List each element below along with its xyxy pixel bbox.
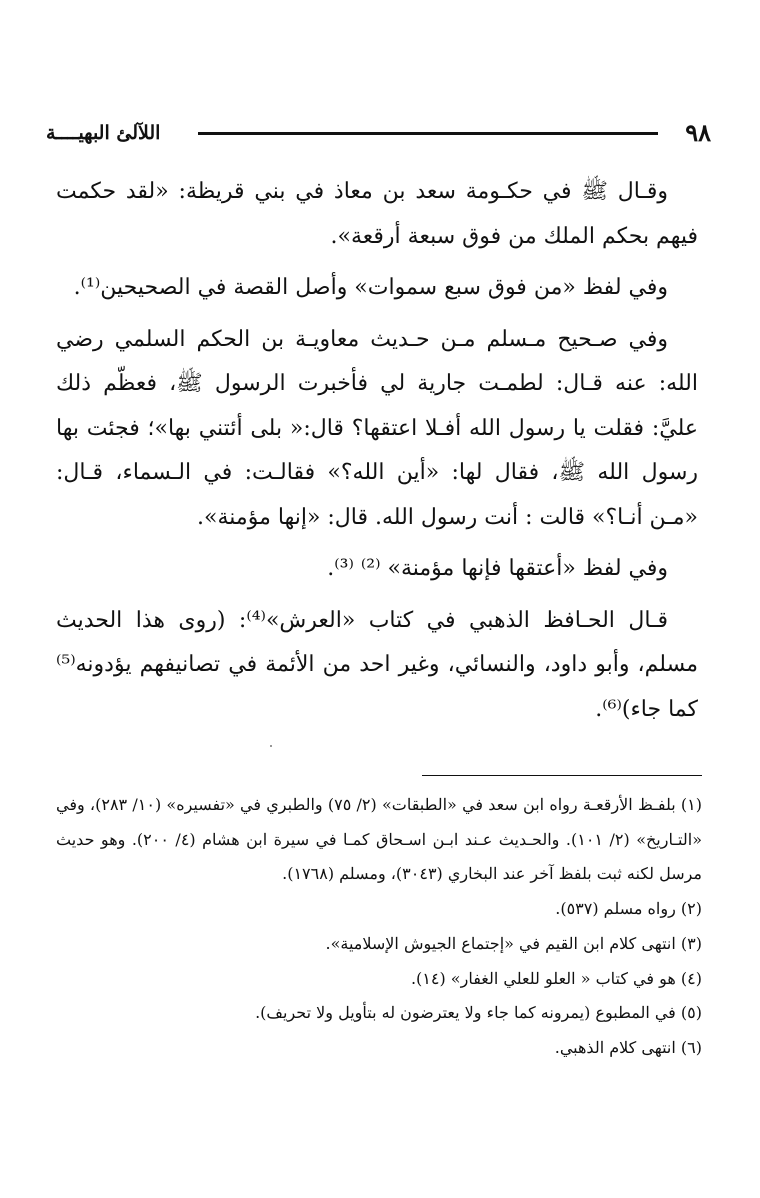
stray-dot bbox=[270, 745, 272, 747]
page-number: ٩٨ bbox=[685, 118, 711, 147]
paragraph: وفي صـحيح مـسلم مـن حـديث معاويـة بن الحكم السلمي رضي الله: عنه قـال: لطمـت جارية لي فأخبرت الرسول ﷺ، فعظّم ذلك عليَّ: فقلت يا رسول الله أفـلا اعتقها؟ قال:« بلى أئتني بها»؛ فجئت بها رسول الله ﷺ، فقال لها: «أين الله؟» فقالـت: في الـسماء، قـال: «مـن أنـا؟» قالت : أنت رسول الله. قال: «إنها مؤمنة». bbox=[56, 326, 698, 530]
footnote: (١) بلفـظ الأرقعـة رواه ابن سعد في «الطبقات» (٢/ ٧٥) والطبري في «تفسيره» (١٠/ ٢٨٣)، وفي «التـاريخ» (٢/ ١٠١). والحـديث عـند ابـن اسـحاق كمـا في سيرة ابن هشام (٤/ ٢٠٠). وهو حديث مرسل لكنه ثبت بلفظ آخر عند البخاري (٣٠٤٣)، ومسلم (١٧٦٨). bbox=[56, 795, 703, 884]
paragraph: وقـال ﷺ في حكـومة سعد بن معاذ في بني قريظة: «لقد حكمت فيهم بحكم الملك من فوق سبعة أرقعة». bbox=[56, 179, 698, 249]
main-text bbox=[56, 170, 698, 739]
page-header bbox=[46, 118, 711, 148]
paragraph: قـال الحـافظ الذهبي في كتاب «العرش»⁽⁴⁾: (روى هذا الحديث مسلم، وأبو داود، والنسائي، وغير احد من الأئمة في تصانيفهم يؤدونه⁽⁵⁾ كما جاء)⁽⁶⁾. bbox=[56, 607, 698, 722]
running-title: اللآلئ البهيــــة bbox=[46, 122, 161, 144]
paragraph: وفي لفظ «أعتقها فإنها مؤمنة» ⁽²⁾ ⁽³⁾. bbox=[327, 556, 668, 581]
footnote: (٤) هو في كتاب « العلو للعلي الغفار» (١٤). bbox=[410, 968, 702, 988]
footnote-separator bbox=[422, 775, 702, 776]
header-rule bbox=[198, 132, 658, 135]
footnote: (٦) انتهى كلام الذهبي. bbox=[554, 1037, 702, 1057]
footnote: (٥) في المطبوع (يمرونه كما جاء ولا يعترضون له بتأويل ولا تحريف). bbox=[255, 1003, 702, 1023]
footnotes bbox=[56, 788, 702, 1066]
footnote: (٣) انتهى كلام ابن القيم في «إجتماع الجيوش الإسلامية». bbox=[325, 933, 702, 953]
paragraph: وفي لفظ «من فوق سبع سموات» وأصل القصة في الصحيحين⁽¹⁾. bbox=[73, 275, 668, 300]
footnote: (٢) رواه مسلم (٥٣٧). bbox=[555, 899, 702, 919]
